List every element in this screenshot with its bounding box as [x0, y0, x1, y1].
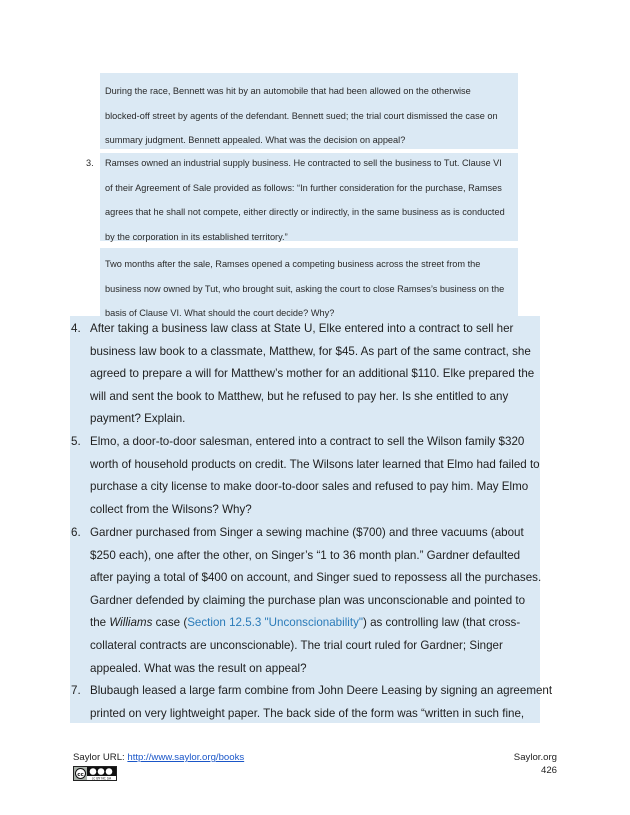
- cc-license-icon: [74, 767, 116, 780]
- svg-text:cc: cc: [77, 771, 84, 778]
- item-7-number: 7.: [71, 684, 81, 697]
- text-line: business law book to a classmate, Matthew, for $45. As part of the same contract, she: [90, 344, 531, 358]
- text-line: blocked-off street by agents of the defendant. Bennett sued; the trial court dismissed the case on: [105, 110, 498, 121]
- continuation-paragraph: [105, 79, 498, 153]
- item-6-paragraph: [90, 522, 541, 680]
- saylor-url-label: Saylor URL:: [73, 752, 128, 763]
- text-line: After taking a business law class at State U, Elke entered into a contract to sell her: [90, 322, 514, 335]
- item-3-paragraph: [105, 151, 505, 249]
- text-fragment: case (: [152, 616, 188, 630]
- creative-commons-license-icon: [73, 766, 117, 781]
- text-line: Gardner defended by claiming the purchase plan was unconscionable and pointed to: [90, 593, 526, 607]
- text-line: purchase a city license to make door-to-door sales and refused to pay him. May Elmo: [90, 480, 529, 494]
- text-fragment: ) as controlling law (that cross-: [363, 616, 521, 630]
- saylor-url-link[interactable]: http://www.saylor.org/books: [127, 752, 245, 763]
- text-line: printed on very lightweight paper. The back side of the form was “written in such fine,: [90, 706, 525, 720]
- text-line: by the corporation in its established territory.”: [105, 231, 288, 242]
- text-line: after paying a total of $400 on account, and Singer sued to repossess all the purchases.: [90, 571, 542, 585]
- text-line: business now owned by Tut, who brought suit, asking the court to close Ramses’s business on the: [105, 283, 505, 294]
- text-line: collateral contracts are unconscionable). The trial court ruled for Gardner; Singer: [90, 638, 503, 652]
- text-line: Blubaugh leased a large farm combine from John Deere Leasing by signing an agreement: [90, 684, 553, 697]
- item-5-number: 5.: [71, 435, 81, 448]
- license-text: cc BY NC SA: [91, 776, 112, 780]
- text-line: worth of household products on credit. The Wilsons later learned that Elmo had failed to: [90, 457, 540, 471]
- text-line: agrees that he shall not compete, either directly or indirectly, in the same business as is conducted: [105, 207, 505, 217]
- footer-saylor-url: [73, 752, 244, 763]
- text-line: payment? Explain.: [90, 412, 186, 426]
- text-line: Ramses owned an industrial supply business. He contracted to sell the business to Tut. Clause VI: [105, 158, 502, 168]
- text-line: appealed. What was the result on appeal?: [90, 661, 307, 675]
- page-number: 426: [540, 765, 557, 776]
- text-line: Elmo, a door-to-door salesman, entered into a contract to sell the Wilson family $320: [90, 435, 525, 448]
- item-4-number: 4.: [71, 322, 81, 335]
- text-line: summary judgment. Bennett appealed. What was the decision on appeal?: [105, 135, 406, 145]
- text-line: agreed to prepare a will for Matthew’s mother for an additional $110. Elke prepared the: [90, 367, 535, 381]
- footer-site-name: Saylor.org: [513, 752, 557, 763]
- item-3-paragraph-2: [105, 252, 504, 326]
- item-5-paragraph: [90, 431, 540, 521]
- section-link[interactable]: Section 12.5.3 "Unconscionability": [187, 616, 363, 630]
- text-line: During the race, Bennett was hit by an automobile that had been allowed on the otherwise: [105, 86, 471, 96]
- text-line: Two months after the sale, Ramses opened a competing business across the street from the: [105, 259, 481, 269]
- text-line: basis of Clause VI. What should the court decide? Why?: [105, 308, 335, 318]
- item-4-paragraph: [90, 318, 534, 431]
- item-7-paragraph: [90, 680, 552, 725]
- text-line: of their Agreement of Sale provided as follows: “In further consideration for the purchase, Ramses: [105, 182, 502, 193]
- item-6-number: 6.: [71, 526, 81, 539]
- item-3-number: 3.: [86, 158, 94, 168]
- case-name: Williams: [109, 616, 153, 630]
- text-line: $250 each), one after the other, on Singer’s “1 to 36 month plan.” Gardner defaulted: [90, 548, 521, 562]
- text-line: collect from the Wilsons? Why?: [90, 502, 252, 516]
- text-fragment: the: [90, 616, 110, 630]
- text-line: will and sent the book to Matthew, but he refused to pay her. Is she entitled to any: [90, 389, 509, 403]
- text-line-with-link: [90, 612, 541, 635]
- text-line: Gardner purchased from Singer a sewing machine ($700) and three vacuums (about: [90, 526, 524, 539]
